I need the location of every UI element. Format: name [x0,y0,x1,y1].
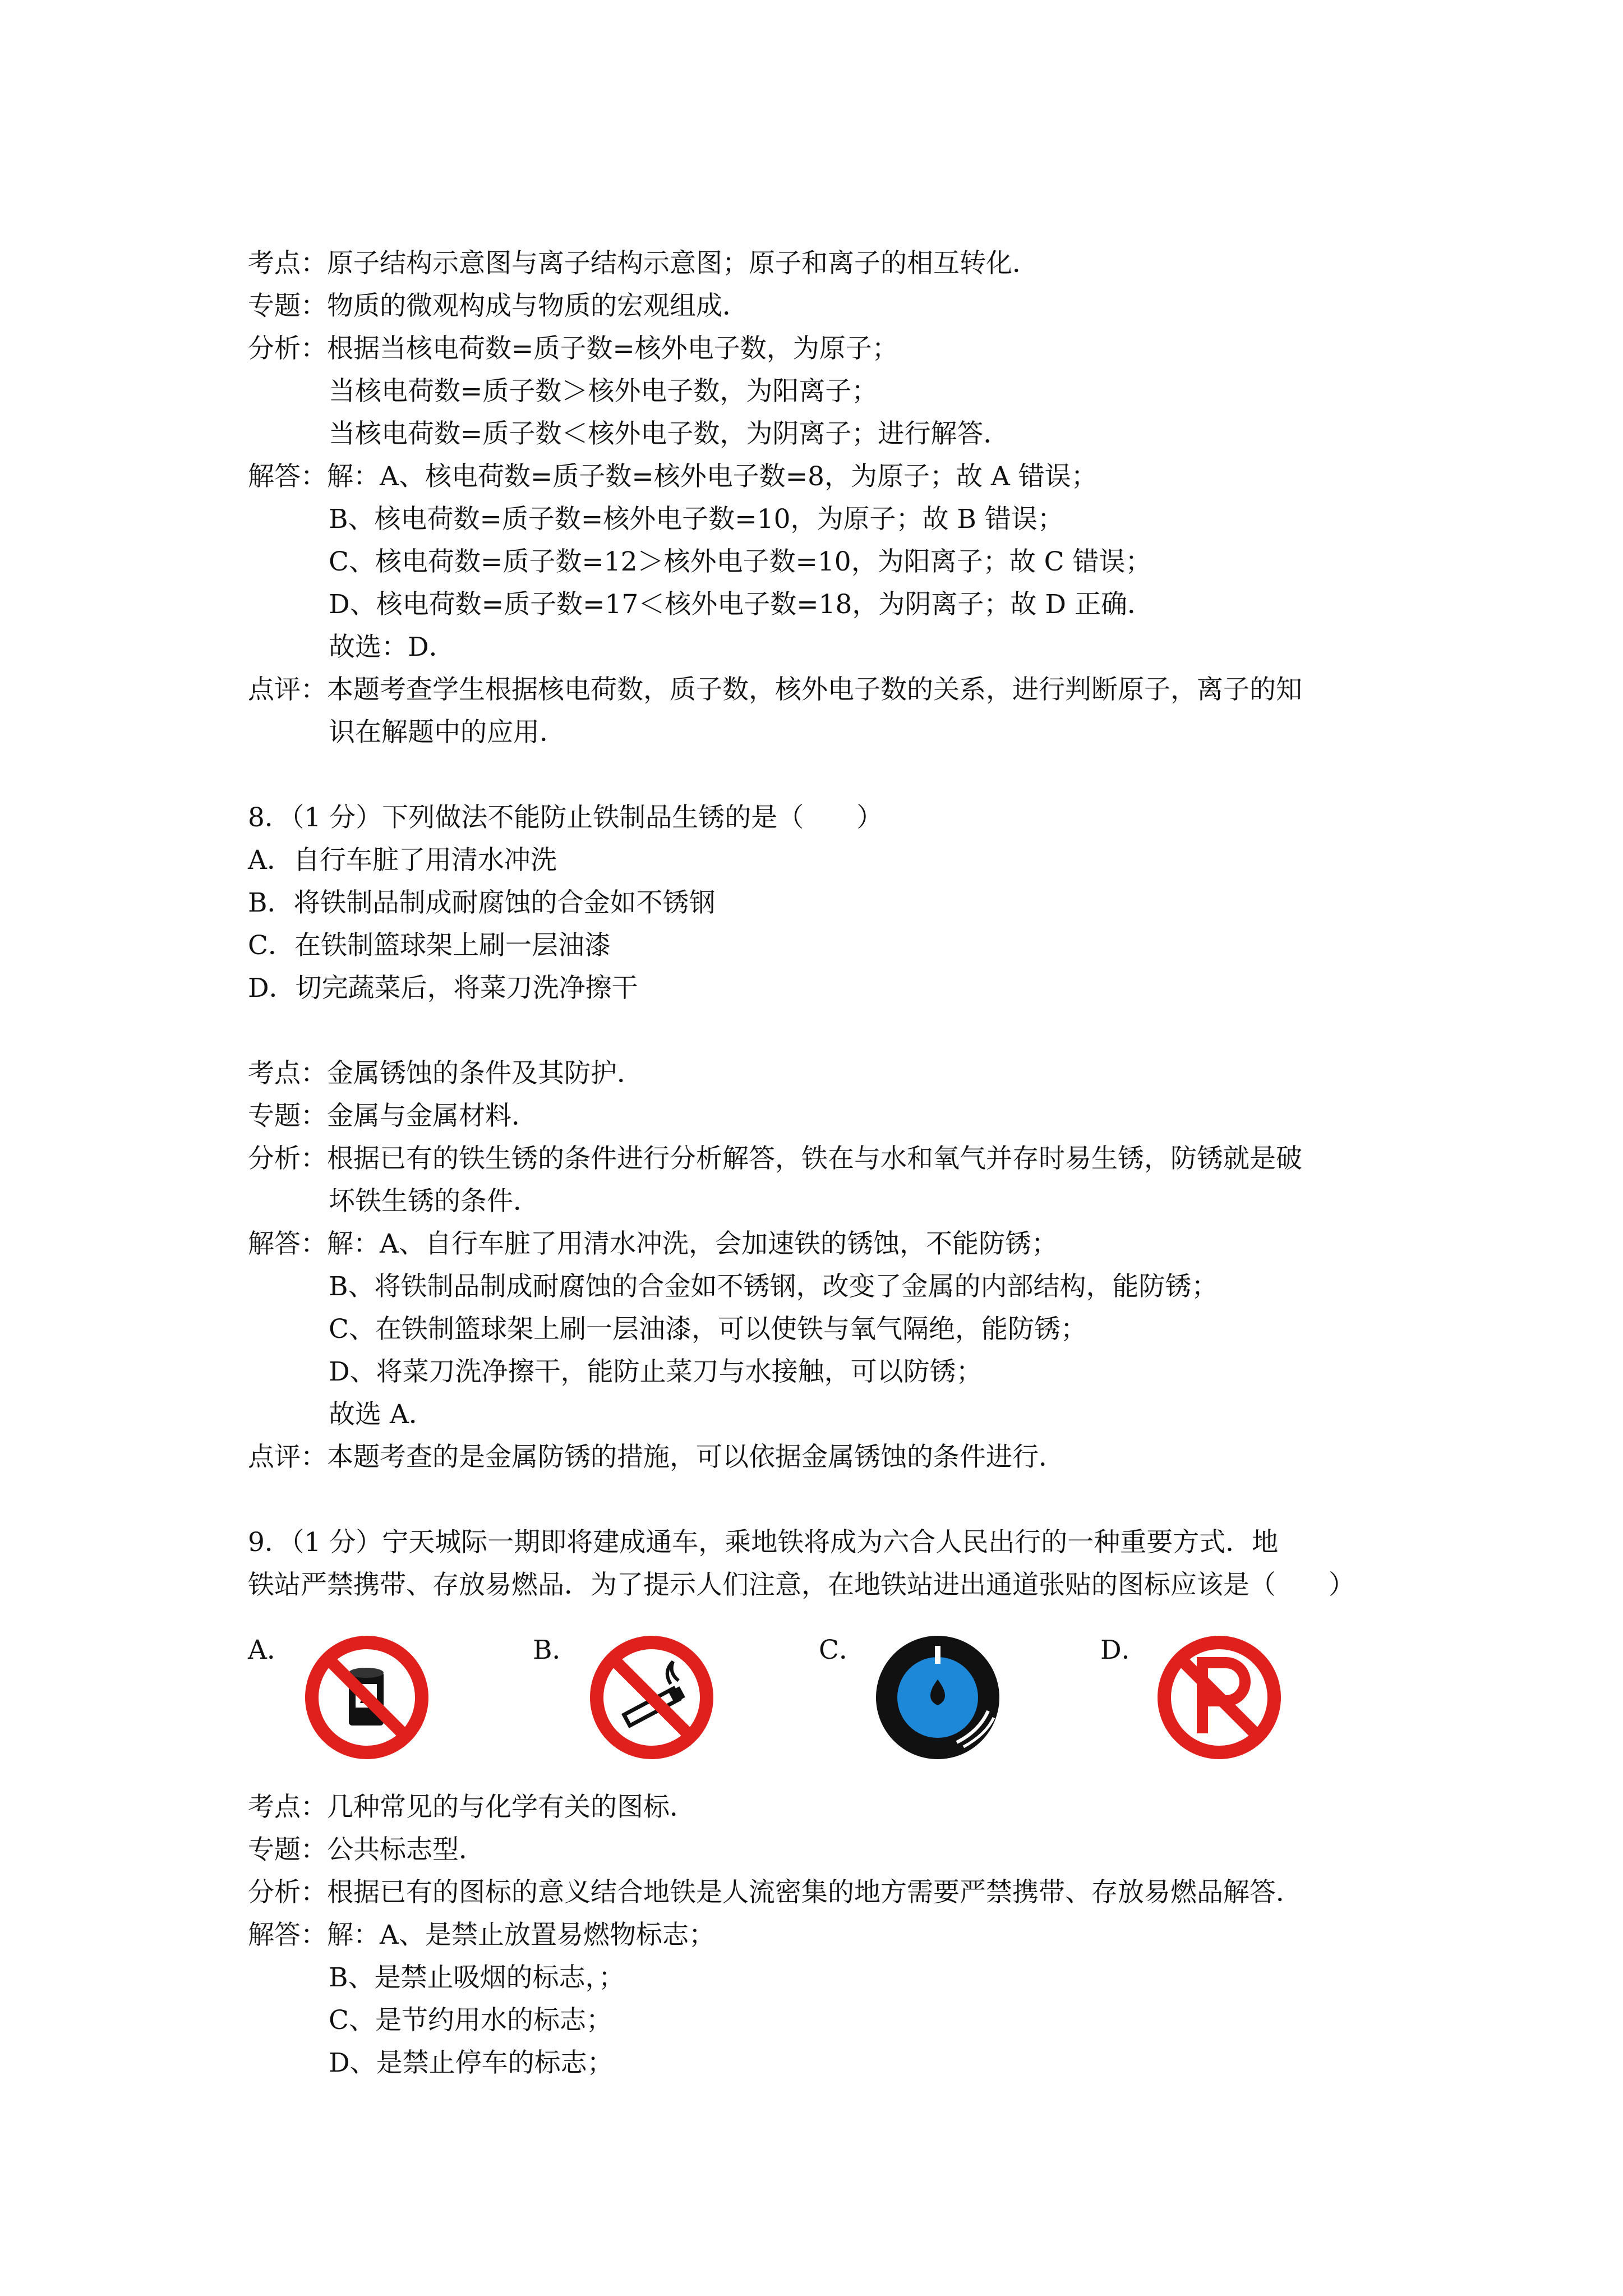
jieda-line: 解答：解：A、自行车脏了用清水冲洗，会加速铁的锈蚀，不能防锈； [248,1228,1058,1259]
zhuanti-line: 专题：公共标志型． [248,1834,485,1865]
question-9-option-b-label: B． [533,1635,579,1665]
jieda-line: C、核电荷数=质子数=12＞核外电子数=10，为阳离子；故 C 错误； [329,546,1152,577]
kaodian-line: 考点：原子结构示意图与离子结构示意图；原子和离子的相互转化． [248,248,1039,279]
question-9-option-d-label: D． [1100,1635,1148,1665]
jieda-line: D、核电荷数=质子数=17＜核外电子数=18，为阴离子；故 D 正确． [329,589,1154,620]
jieda-line: B、是禁止吸烟的标志，； [329,1962,625,1993]
question-9-stem: 铁站严禁携带、存放易燃品．为了提示人们注意，在地铁站进出通道张贴的图标应该是（ ） [248,1570,1355,1600]
fenxi-line: 当核电荷数=质子数＞核外电子数，为阳离子； [329,376,878,407]
zhuanti-line: 专题：金属与金属材料． [248,1101,538,1131]
no-flammables-sign-icon [302,1632,432,1763]
fenxi-line: 分析：根据已有的铁生锈的条件进行分析解答，铁在与水和氧气并存时易生锈，防锈就是破 [248,1143,1302,1174]
jieda-line: 故选：D． [329,632,455,662]
question-8-option-d: D．切完蔬菜后，将菜刀洗净擦干 [248,973,638,1004]
kaodian-line: 考点：几种常见的与化学有关的图标． [248,1792,696,1823]
question-8-option-a: A．自行车脏了用清水冲洗 [248,845,557,876]
question-9-stem: 9．（1 分）宁天城际一期即将建成通车，乘地铁将成为六合人民出行的一种重要方式．地 [248,1527,1279,1558]
dianping-line: 识在解题中的应用． [329,717,566,748]
fenxi-line: 分析：根据已有的图标的意义结合地铁是人流密集的地方需要严禁携带、存放易燃品解答． [248,1877,1302,1908]
jieda-line: 故选 A． [329,1399,435,1430]
no-parking-sign-icon [1154,1632,1284,1763]
question-9-option-c-label: C． [819,1635,865,1665]
question-8-option-c: C．在铁制篮球架上刷一层油漆 [248,930,611,961]
kaodian-line: 考点：金属锈蚀的条件及其防护． [248,1058,643,1089]
jieda-line: D、将菜刀洗净擦干，能防止菜刀与水接触，可以防锈； [329,1356,983,1387]
water-saving-sign-icon [873,1632,1003,1763]
question-8-stem: 8．（1 分）下列做法不能防止铁制品生锈的是（ ） [248,802,883,833]
question-9-option-a-label: A． [248,1635,293,1665]
jieda-line: B、将铁制品制成耐腐蚀的合金如不锈钢，改变了金属的内部结构，能防锈； [329,1271,1218,1302]
jieda-line: 解答：解：A、核电荷数=质子数=核外电子数=8，为原子；故 A 错误； [248,461,1098,492]
dianping-line: 点评：本题考查学生根据核电荷数，质子数，核外电子数的关系，进行判断原子，离子的知 [248,674,1302,705]
fenxi-line: 坏铁生锈的条件． [329,1186,540,1217]
jieda-line: B、核电荷数=质子数=核外电子数=10，为原子；故 B 错误； [329,504,1064,535]
jieda-line: 解答：解：A、是禁止放置易燃物标志； [248,1920,715,1950]
dianping-line: 点评：本题考查的是金属防锈的措施，可以依据金属锈蚀的条件进行． [248,1442,1065,1473]
no-smoking-sign-icon [587,1632,717,1763]
fenxi-line: 当核电荷数=质子数＜核外电子数，为阴离子；进行解答． [329,418,1010,449]
jieda-line: C、是节约用水的标志； [329,2005,612,2036]
zhuanti-line: 专题：物质的微观构成与物质的宏观组成． [248,291,749,321]
fenxi-line: 分析：根据当核电荷数=质子数=核外电子数，为原子； [248,333,898,364]
jieda-line: D、是禁止停车的标志； [329,2047,614,2078]
jieda-line: C、在铁制篮球架上刷一层油漆，可以使铁与氧气隔绝，能防锈； [329,1314,1087,1345]
question-8-option-b: B．将铁制品制成耐腐蚀的合金如不锈钢 [248,887,716,918]
